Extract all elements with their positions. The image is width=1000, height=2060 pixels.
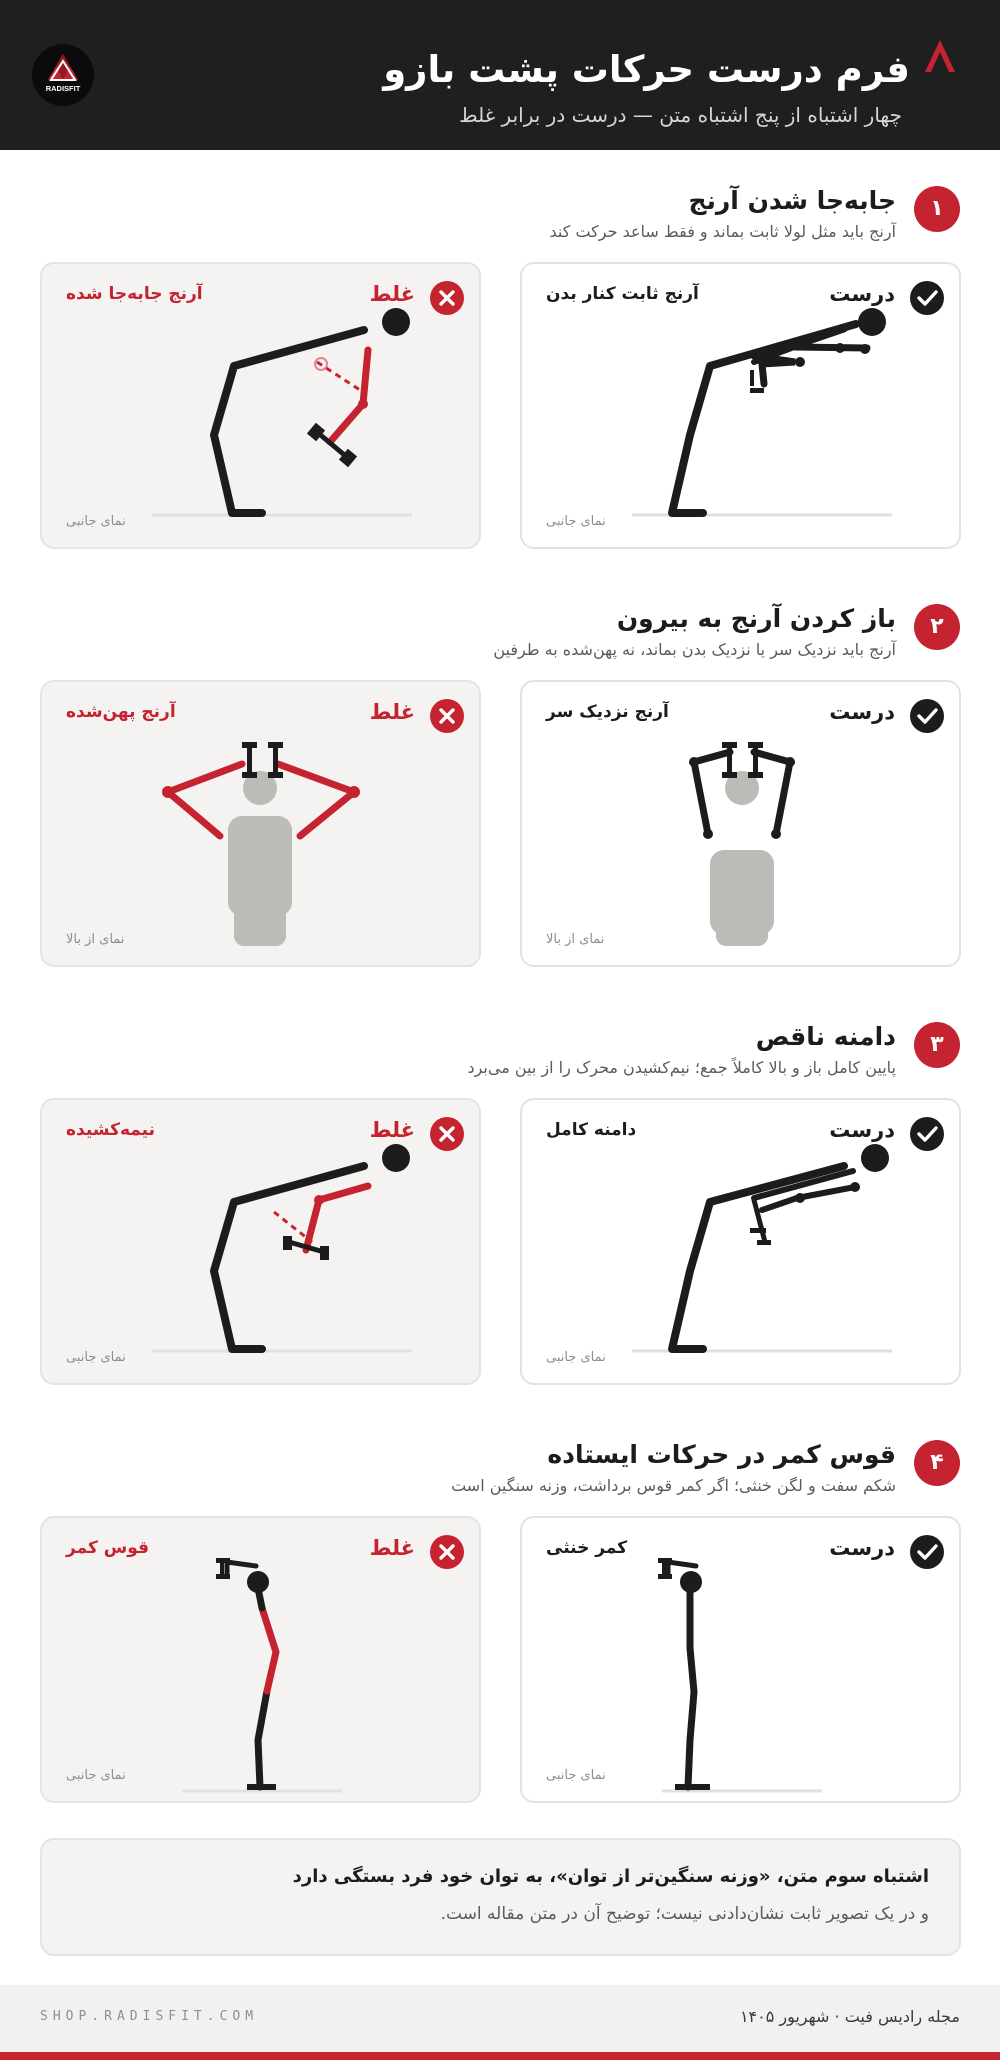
section-number: ۲ xyxy=(914,604,960,650)
figure-caption: نیمه‌کشیده xyxy=(66,1120,156,1140)
wrong-card xyxy=(40,1516,481,1803)
section-title: باز کردن آرنج به بیرون xyxy=(616,604,896,633)
section-description: پایین کامل باز و بالا کاملاً جمع؛ نیم‌کشیدن محرک را از بین می‌برد xyxy=(467,1058,896,1077)
verdict-label: درست xyxy=(829,1118,895,1142)
section-description: شکم سفت و لگن خنثی؛ اگر کمر قوس برداشت، وزنه سنگین است xyxy=(451,1476,896,1495)
note-line-2: و در یک تصویر ثابت نشان‌دادنی نیست؛ توضیح آن در متن مقاله است. xyxy=(440,1904,929,1924)
header xyxy=(0,0,1000,150)
section-number: ۱ xyxy=(914,186,960,232)
cross-icon xyxy=(429,280,465,316)
section-number: ۴ xyxy=(914,1440,960,1486)
wrong-card xyxy=(40,262,481,549)
check-icon xyxy=(909,1116,945,1152)
verdict-label: درست xyxy=(829,1536,895,1560)
neutral-back-figure xyxy=(522,1518,959,1801)
figure-caption: آرنج جابه‌جا شده xyxy=(66,284,203,304)
elbows-near-head-figure xyxy=(522,682,959,965)
footer-brand: مجله رادیس فیت · شهریور ۱۴۰۵ xyxy=(739,2007,960,2026)
cross-icon xyxy=(429,698,465,734)
section-title: جابه‌جا شدن آرنج xyxy=(688,186,896,215)
view-label: نمای جانبی xyxy=(546,514,606,529)
view-label: نمای جانبی xyxy=(546,1768,606,1783)
page-subtitle: چهار اشتباه از پنج اشتباه متن — درست در برابر غلط xyxy=(459,103,902,127)
view-label: نمای جانبی xyxy=(66,1350,126,1365)
footer-shop-link[interactable]: SHOP.RADISFIT.COM xyxy=(40,2009,259,2024)
view-label: نمای جانبی xyxy=(66,1768,126,1783)
correct-card xyxy=(520,1098,961,1385)
correct-card xyxy=(520,1516,961,1803)
bottom-accent-bar xyxy=(0,2052,1000,2060)
elbow-fixed-figure xyxy=(522,264,959,547)
footer xyxy=(0,1985,1000,2052)
section-description: آرنج باید مثل لولا ثابت بماند و فقط ساعد حرکت کند xyxy=(549,222,896,241)
figure-caption: کمر خنثی xyxy=(546,1538,628,1558)
page-title: فرم درست حرکات پشت بازو xyxy=(383,48,910,91)
cross-icon xyxy=(429,1116,465,1152)
check-icon xyxy=(909,698,945,734)
section-number: ۳ xyxy=(914,1022,960,1068)
view-label: نمای جانبی xyxy=(66,514,126,529)
elbow-moved-figure xyxy=(42,264,479,547)
brand-chevron-icon xyxy=(924,38,956,76)
view-label: نمای از بالا xyxy=(546,932,605,947)
section-description: آرنج باید نزدیک سر یا نزدیک بدن بماند، نه پهن‌شده به طرفین xyxy=(493,640,896,659)
cross-icon xyxy=(429,1534,465,1570)
full-range-figure xyxy=(522,1100,959,1383)
verdict-label: غلط xyxy=(369,1536,415,1560)
view-label: نمای از بالا xyxy=(66,932,125,947)
partial-range-figure xyxy=(42,1100,479,1383)
wrong-card xyxy=(40,680,481,967)
verdict-label: غلط xyxy=(369,700,415,724)
figure-caption: آرنج ثابت کنار بدن xyxy=(546,284,699,304)
figure-caption: آرنج پهن‌شده xyxy=(66,702,176,722)
correct-card xyxy=(520,680,961,967)
verdict-label: غلط xyxy=(369,1118,415,1142)
note-box xyxy=(40,1838,961,1956)
section-title: قوس کمر در حرکات ایستاده xyxy=(547,1440,896,1469)
view-label: نمای جانبی xyxy=(546,1350,606,1365)
arched-back-figure xyxy=(42,1518,479,1801)
elbows-flared-figure xyxy=(42,682,479,965)
logo-mountain-icon xyxy=(32,44,94,106)
verdict-label: درست xyxy=(829,700,895,724)
correct-card xyxy=(520,262,961,549)
check-icon xyxy=(909,1534,945,1570)
figure-caption: قوس کمر xyxy=(66,1538,150,1558)
check-icon xyxy=(909,280,945,316)
verdict-label: درست xyxy=(829,282,895,306)
figure-caption: آرنج نزدیک سر xyxy=(546,702,669,722)
note-line-1: اشتباه سوم متن، «وزنه سنگین‌تر از توان»، به توان خود فرد بستگی دارد xyxy=(292,1866,929,1887)
verdict-label: غلط xyxy=(369,282,415,306)
wrong-card xyxy=(40,1098,481,1385)
logo-wordmark: RADISFIT xyxy=(45,84,81,93)
figure-caption: دامنه کامل xyxy=(546,1120,637,1140)
section-title: دامنه ناقص xyxy=(755,1022,896,1051)
radisfit-logo xyxy=(32,44,94,106)
